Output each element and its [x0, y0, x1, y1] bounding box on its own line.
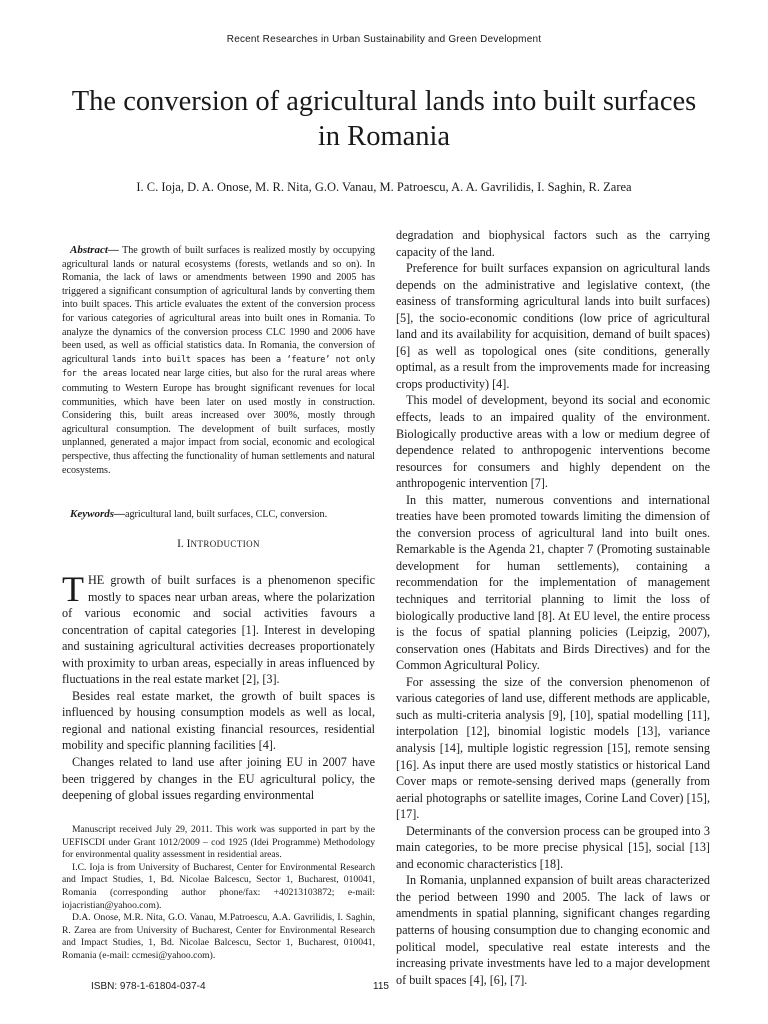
abstract-text-b: located near large cities, but also for the rural areas where commuting to Western Europe has brought significant revenues for local communities, which have been later on used mostly in construction. Considering this, built areas increased over 300%, mostly through agricultural consumption. The development of built surfaces, mostly unplanned, generated a major impact from social, economic and ecological perspective, thus affecting the functionality of human settlements and natural ecosystems. — [62, 368, 375, 476]
introduction-body — [62, 569, 375, 804]
intro-paragraph-2: Besides real estate market, the growth of built spaces is influenced by housing consumption models as well as local, regional and national existing financial resources, residential mobility and specific planning facilities [4]. — [62, 688, 375, 753]
footer-isbn: ISBN: 978-1-61804-037-4 — [91, 981, 206, 992]
body-paragraph: degradation and biophysical factors such as the carrying capacity of the land. — [396, 228, 710, 259]
section-title-rest: NTRODUCTION — [190, 539, 260, 549]
abstract-text-mono: lands into built spaces has been a ‘feature’ not only for the areas — [62, 354, 375, 380]
footnote: Manuscript received July 29, 2011. This work was supported in part by the UEFISCDI under Grant 1012/2009 – cod 1925 (Idei Programme) Methodology for environmental quality assessment in residential areas. — [62, 824, 375, 861]
footnote: I.C. Ioja is from University of Bucharest, Center for Environmental Research and Impact Studies, 1, Bd. Nicolae Balcescu, Sector 1, Bucharest, 010041, Romania (corresponding author phone/fax: +40213103872; e-mail: iojacristian@yahoo.com). — [62, 861, 375, 911]
abstract-label: Abstract— — [70, 244, 119, 256]
body-paragraph: This model of development, beyond its social and economic effects, leads to an impaired quality of the environment. Biologically productive areas with a low or medium degree of dependence related to anthropogenic interventions become resources for consumers and highly dependent on the anthropogenic intervention [7]. — [396, 393, 710, 491]
body-paragraph: In this matter, numerous conventions and international treaties have been promoted towards limiting the dimension of the conversion process of agricultural land into built ones. Remarkable is the Agenda 21, chapter 7 (Promoting sustainable development for human settlements), containing a recommendation for the implementation of management techniques and territorial planning to limit the loss of biologically productive land [8]. At EU level, the entire process is the focus of spatial planning policies (Leipzig, 2007), conservation ones (Habitats and Birds Directives) and for the Common Agricultural Policy. — [396, 492, 710, 673]
keywords-text: agricultural land, built surfaces, CLC, conversion. — [125, 509, 328, 520]
abstract-text-a: The growth of built surfaces is realized mostly by occupying agricultural lands or natural ecosystems (forests, wetlands and so on). In Romania, the lack of laws or amendments between 1990 and 2005 has triggered a significant consumption of agricultural lands by converting them into built spaces. This article evaluates the extent of the conversion process for various categories of agricultural areas into built ones in Romania. To analyze the dynamics of the conversion process CLC 1990 and 2006 have been used, as well as official statistics data. In Romania, the conversion of agricultural — [62, 245, 375, 365]
keywords-label: Keywords— — [70, 508, 125, 520]
body-paragraph: Preference for built surfaces expansion on agricultural lands depends on the administrative and legislative context, (the easiness of transforming agricultural lands into built surfaces) [5], the socio-economic conditions (low price of agricultural land and its availability for acquisition, demand of built spaces) [6] as well as topological ones (site conditions, generally optimal, as a result from the improvements made for increasing crops productivity) [4]. — [396, 261, 710, 391]
page-number: 115 — [373, 981, 389, 992]
keywords — [62, 508, 375, 521]
footnotes — [62, 824, 375, 963]
running-head: Recent Researches in Urban Sustainability and Green Development — [226, 34, 542, 45]
intro-paragraph-3: Changes related to land use after joining EU in 2007 have been triggered by changes in the EU agricultural policy, the deepening of global issues regarding environmental — [62, 755, 375, 803]
section-number: I. — [177, 538, 187, 550]
drop-cap: T — [62, 569, 84, 609]
paper-title: The conversion of agricultural lands into built surfaces in Romania — [71, 86, 697, 152]
section-title-initial: I — [186, 538, 191, 550]
intro-paragraph-1-text: HE growth of built surfaces is a phenomenon specific mostly to spaces near urban areas, where the polarization of various economic and social activities favours a concentration of capital categories [1]. Interest in developing and sustaining agricultural activities decreases proportionately with proximity to urban areas, especially in areas influenced by fluctuations in the real estate market [2], [3]. — [62, 573, 375, 687]
footnote: D.A. Onose, M.R. Nita, G.O. Vanau, M.Patroescu, A.A. Gavrilidis, I. Saghin, R. Zarea are from University of Bucharest, Center for Environmental Research and Impact Studies, 1, Bd. Nicolae Balcescu, Sector 1, Bucharest, 010041, Romania (e-mail: ccmesi@yahoo.com). — [62, 912, 375, 961]
intro-paragraph-1 — [62, 569, 375, 688]
author-list: I. C. Ioja, D. A. Onose, M. R. Nita, G.O. Vanau, M. Patroescu, A. A. Gavrilidis, I. Saghin, R. Zarea — [136, 180, 632, 194]
right-column-body — [396, 227, 710, 988]
section-heading-introduction — [62, 538, 375, 550]
abstract — [62, 244, 375, 477]
body-paragraph: Determinants of the conversion process can be grouped into 3 main categories, to be more precise physical [15], social [13] and economic characteristics [18]. — [396, 823, 710, 871]
body-paragraph: For assessing the size of the conversion phenomenon of various categories of land use, different methods are applicable, such as multi-criteria analysis [9], [10], spatial modelling [11], interpolation [12], binomial logistic models [13], variance analysis [14], multiple logistic regression [15], remote sensing [16]. As input there are used mostly statistics or historical Land Cover maps or remote-sensing derived maps (generally from aerial photographs or satellite images, Corine Land Cover) [15], [17]. — [396, 674, 710, 822]
body-paragraph: In Romania, unplanned expansion of built areas characterized the period between 1990 and 2005. The lack of laws or amendments in spatial planning, significant changes regarding patterns of housing consumption due to changing economic and political model, speculative real estate interests and the increasing private investments have led to a major development of built spaces [4], [6], [7]. — [396, 873, 710, 987]
